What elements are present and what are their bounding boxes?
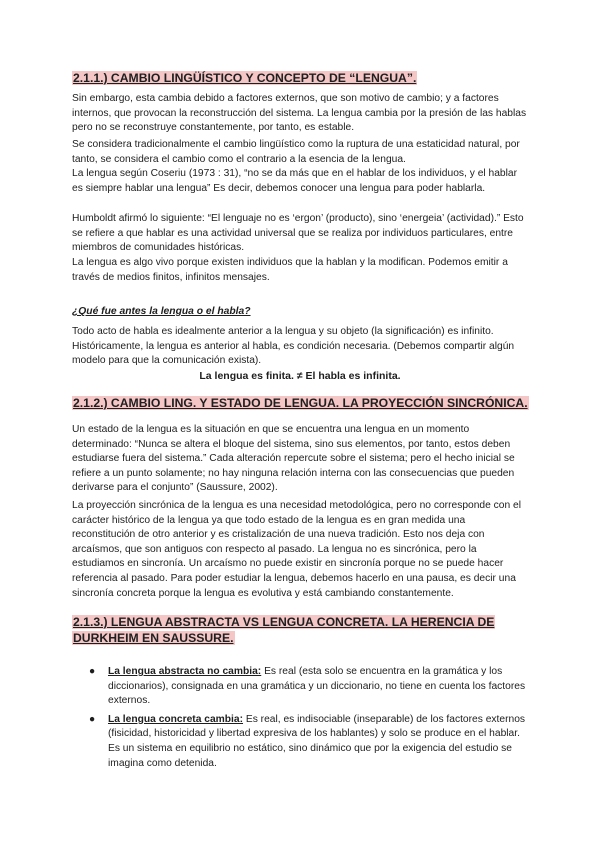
bullet-icon: ● [89,713,96,725]
list-item [72,713,528,771]
paragraph-6: Un estado de la lengua es la situación en que se encuentra una lengua en un momento determinado: “Nunca se altera el bloque del sistema, sino sus elementos, por tanto, estos deben estudiarse fuera del sistema.” Cada alteración repercute sobre el sistema; pero el hecho inicial se refiere a un punto solamente; no hay ninguna relación interna con las consecuencias que pueden derivarse para el conjunto” (Saussure, 2002). [72,424,515,494]
bullet-list [72,665,528,775]
section-3-heading-line-1: 2.1.3.) LENGUA ABSTRACTA VS LENGUA CONCRETA. LA HERENCIA DE [73,615,495,629]
paragraph-4: Humboldt afirmó lo siguiente: “El lenguaje no es ‘ergon’ (producto), sino ‘energeia’ (actividad).” Esto se refiere a que hablar es una actividad universal que se realiza por individuos particulares, entre miembros de comunidades históricas. [72,213,524,254]
list-item [72,665,528,709]
paragraph-3: La lengua según Coseriu (1973 : 31), “no se da más que en el hablar de los individuos, y el hablar es siempre hablar una lengua” Es decir, debemos conocer una lengua para poder hablarla. [72,168,518,194]
bullet-term: La lengua concreta cambia: [108,713,244,725]
question-paragraph: Todo acto de habla es idealmente anterior a la lengua y su objeto (la significación) es infinito. Históricamente, la lengua es anterior al habla, es condición necesaria. (Debemos compartir algún modelo para que la comunicación exista). [72,326,515,367]
centered-statement: La lengua es finita. ≠ El habla es infinita. [199,370,401,382]
bullet-text: Es real (esta solo se encuentra en la gramática y los diccionarios), consignada en una gramática y un diccionario, no tiene en cuenta los factores externos. [108,666,526,707]
section-3-heading-line-2: DURKHEIM EN SAUSSURE. [73,631,234,645]
section-3-heading [72,614,495,646]
section-1-heading: 2.1.1.) CAMBIO LINGÜÍSTICO Y CONCEPTO DE “LENGUA”. [73,71,417,85]
paragraph-2: Se considera tradicionalmente el cambio lingüístico como la ruptura de una estaticidad natural, por tanto, se considera el cambio como el contrario a la esencia de la lengua. [72,139,520,165]
section-2-heading: 2.1.2.) CAMBIO LING. Y ESTADO DE LENGUA. LA PROYECCIÓN SINCRÓNICA. [73,396,528,410]
bullet-text: Es real, es indisociable (inseparable) de los factores externos (fisicidad, historicidad y libertad expresiva de los hablantes) y solo se produce en el hablar. Es un sistema en equilibrio no estático, sino dinámico que por la exigencia del estudio se imagina como detenida. [108,713,526,769]
question-subheading: ¿Qué fue antes la lengua o el habla? [72,306,251,317]
bullet-term: La lengua abstracta no cambia: [108,666,262,677]
paragraph-5: La lengua es algo vivo porque existen individuos que la hablan y la modifican. Podemos emitir a través de medios finitos, infinitos mensajes. [72,257,508,283]
paragraph-1: Sin embargo, esta cambia debido a factores externos, que son motivo de cambio; y a factores internos, que provocan la reconstrucción del sistema. La lengua cambia por la presión de las hablas pero no se reconstruye constantemente, por tanto, es estable. [72,93,527,134]
paragraph-7: La proyección sincrónica de la lengua es una necesidad metodológica, pero no corresponde con el carácter histórico de la lengua ya que todo estado de la lengua es en gran medida una reconstitución de otro anterior y es cristalización de una nueva tradición. Esto nos deja con arcaísmos, que son antiguos con respecto al pasado. La lengua no es sincrónica, pero la estudiamos en sincronía. Un arcaísmo no puede existir en sincronía porque no se puede hacer referencia al pasado. Para poder estudiar la lengua, debemos hacerlo en una pausa, es decir una sincronía concreta porque la lengua es evolutiva y está cambiando constantemente. [72,500,522,599]
bullet-icon: ● [89,666,96,677]
